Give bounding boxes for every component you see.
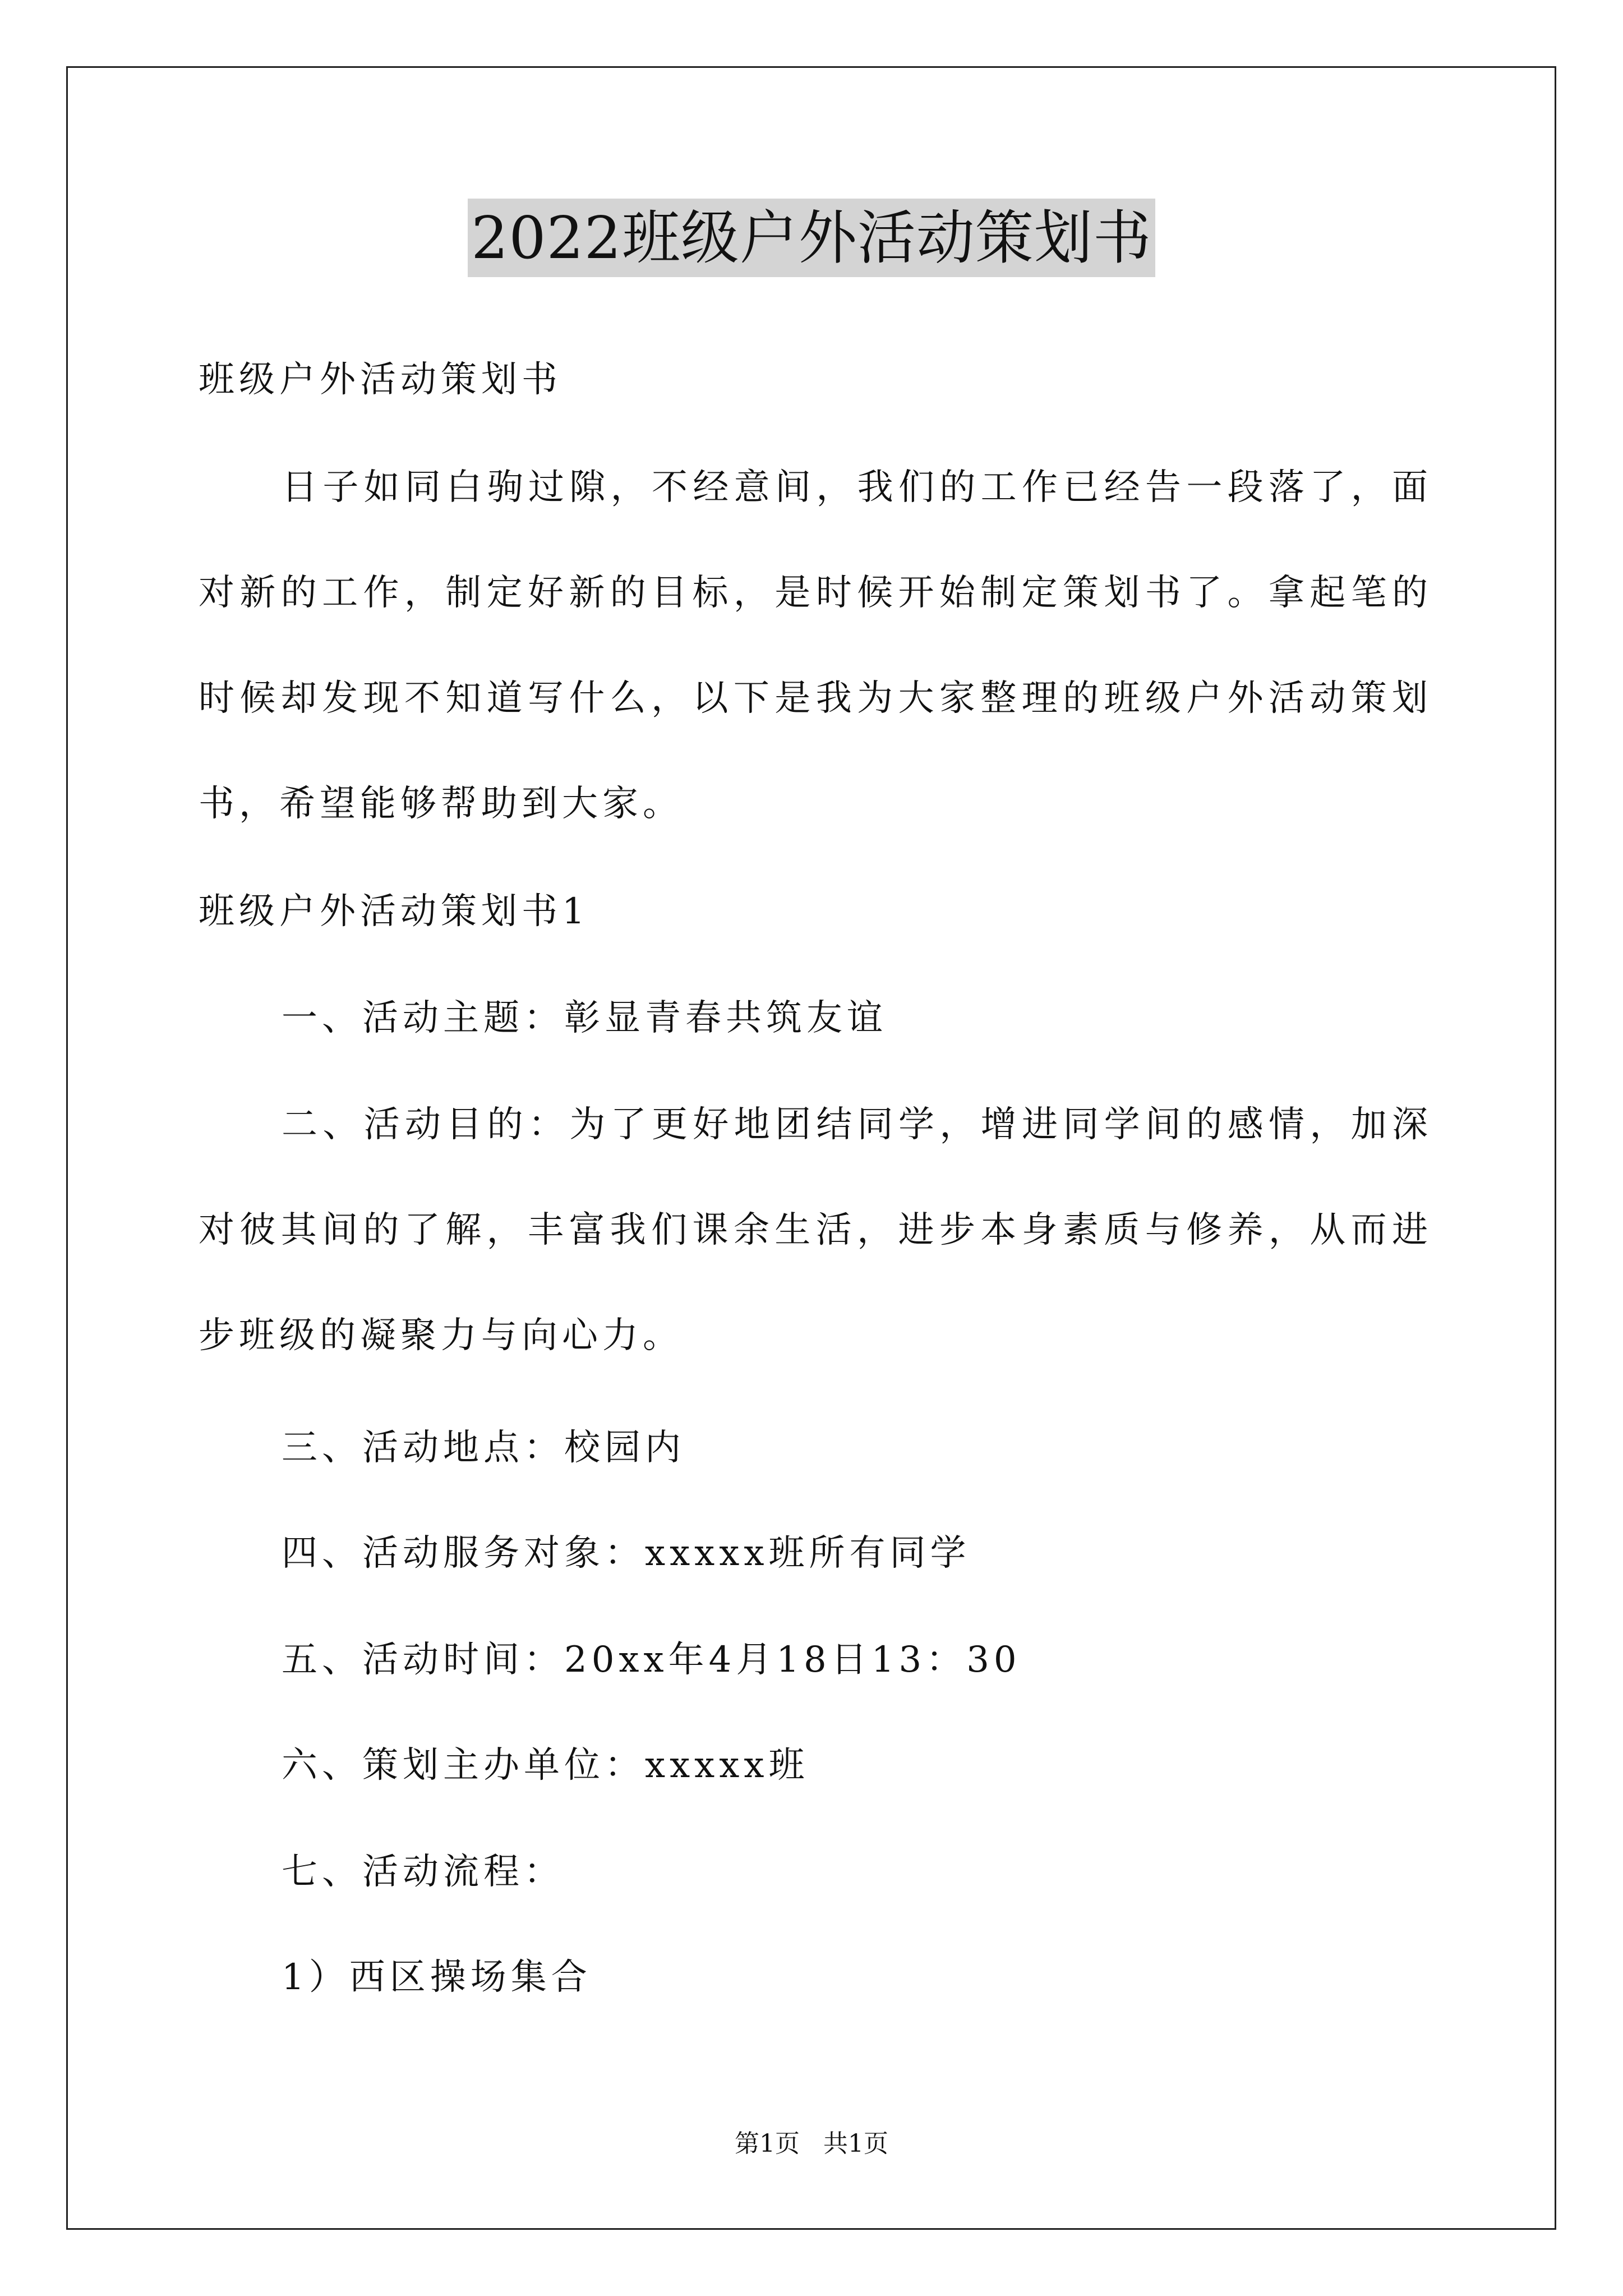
item-process: 七、活动流程：: [282, 1851, 564, 1893]
item-theme: 一、活动主题：彰显青春共筑友谊: [282, 997, 887, 1039]
item-purpose: 二、活动目的：为了更好地团结同学，增进同学间的感情，加深对彼其间的了解，丰富我们课余生活，进步本身素质与修养，从而进步班级的凝聚力与向心力。: [199, 1104, 1432, 1356]
item-audience: 四、活动服务对象：xxxxx班所有同学: [282, 1533, 971, 1574]
step-assemble: 1）西区操场集合: [282, 1957, 592, 1998]
page-total: 共1页: [823, 2129, 888, 2158]
page-number: 第1页: [735, 2129, 800, 2158]
title-container: [0, 199, 1623, 277]
item-location: 三、活动地点：校园内: [282, 1427, 685, 1469]
document-title: 2022班级户外活动策划书: [468, 199, 1155, 277]
section-heading: 班级户外活动策划书1: [199, 891, 589, 932]
item-time: 五、活动时间：20xx年4月18日13：30: [282, 1639, 1021, 1681]
intro-paragraph: 日子如同白驹过隙，不经意间，我们的工作已经告一段落了，面对新的工作，制定好新的目标，是时候开始制定策划书了。拿起笔的时候却发现不知道写什么，以下是我为大家整理的班级户外活动策划书，希望能够帮助到大家。: [199, 467, 1432, 825]
page-footer: [0, 2127, 1623, 2161]
document-subtitle: 班级户外活动策划书: [199, 359, 562, 401]
item-organizer: 六、策划主办单位：xxxxx班: [282, 1745, 809, 1786]
